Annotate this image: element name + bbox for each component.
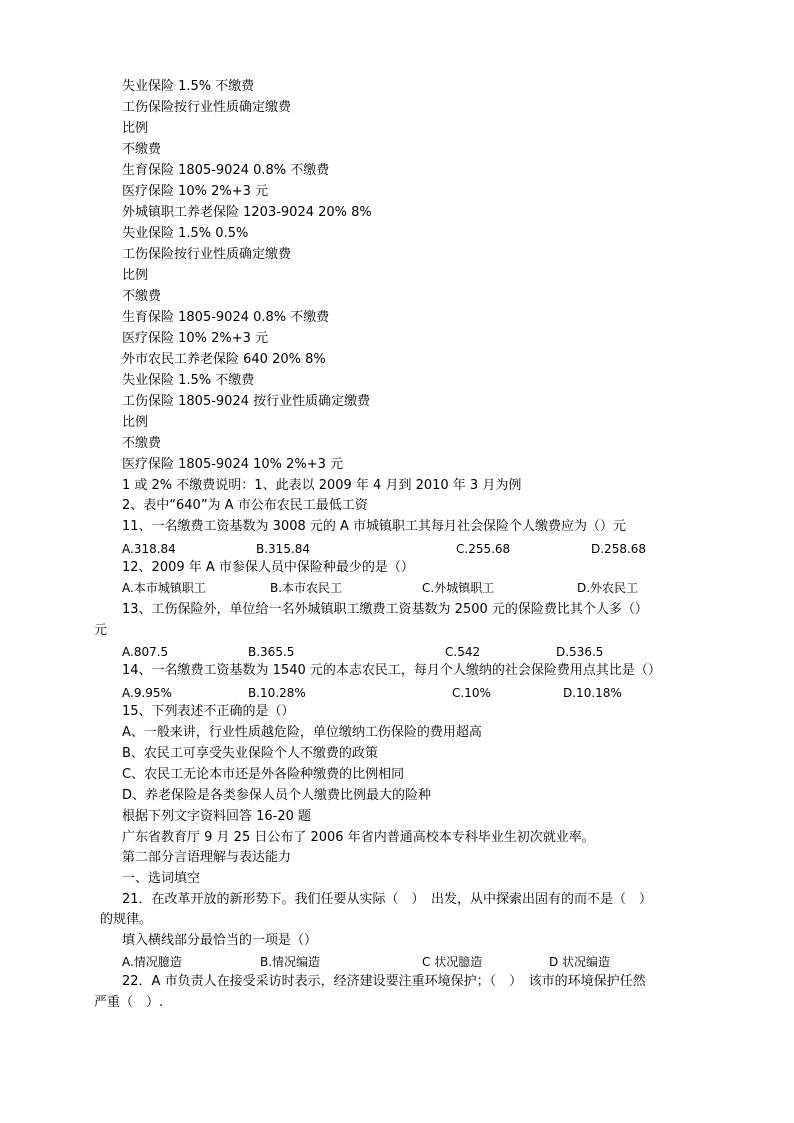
q21-option-a: A.情况臆造 bbox=[122, 955, 182, 969]
question-11: 11、一名缴费工资基数为 3008 元的 A 市城镇职工其每月社会保险个人缴费应为（）元 bbox=[122, 519, 627, 534]
q11-option-a: A.318.84 bbox=[122, 542, 176, 556]
q13-option-a: A.807.5 bbox=[122, 645, 169, 659]
text-line: 不缴费 bbox=[122, 436, 162, 451]
q14-option-b: B.10.28% bbox=[248, 686, 306, 700]
question-12: 12、2009 年 A 市参保人员中保险种最少的是（） bbox=[122, 560, 414, 575]
question-14: 14、一名缴费工资基数为 1540 元的本志农民工，每月个人缴纳的社会保险费用点其比是（） bbox=[122, 663, 661, 678]
text-line: 2、表中“640”为 A 市公布农民工最低工资 bbox=[122, 498, 368, 513]
q12-option-c: C.外城镇职工 bbox=[422, 581, 495, 595]
text-line: 比例 bbox=[122, 268, 149, 283]
q13-option-d: D.536.5 bbox=[556, 645, 604, 659]
text-line: 1 或 2% 不缴费说明：1、此表以 2009 年 4 月到 2010 年 3 月为例 bbox=[122, 478, 522, 493]
text-line: B、农民工可享受失业保险个人不缴费的政策 bbox=[122, 746, 378, 761]
question-21-continuation: 的规律。 bbox=[100, 912, 153, 927]
text-line: 医疗保险 1805-9024 10% 2%+3 元 bbox=[122, 457, 344, 472]
text-line: 不缴费 bbox=[122, 142, 162, 157]
section-subtitle: 一、选词填空 bbox=[122, 871, 201, 886]
q14-option-d: D.10.18% bbox=[563, 686, 622, 700]
text-line: 失业保险 1.5% 不缴费 bbox=[122, 373, 255, 388]
text-line: 不缴费 bbox=[122, 289, 162, 304]
q13-option-b: B.365.5 bbox=[248, 645, 295, 659]
text-line: 工伤保险按行业性质确定缴费 bbox=[122, 247, 292, 262]
text-line: 工伤保险按行业性质确定缴费 bbox=[122, 100, 292, 115]
section-title: 第二部分言语理解与表达能力 bbox=[122, 850, 292, 865]
q14-option-c: C.10% bbox=[452, 686, 491, 700]
text-line: 失业保险 1.5% 不缴费 bbox=[122, 79, 255, 94]
text-line: 医疗保险 10% 2%+3 元 bbox=[122, 184, 269, 199]
question-21-prompt: 填入横线部分最恰当的一项是（） bbox=[122, 933, 318, 948]
text-line: 生育保险 1805-9024 0.8% 不缴费 bbox=[122, 310, 330, 325]
text-line: 医疗保险 10% 2%+3 元 bbox=[122, 331, 269, 346]
question-13-continuation: 元 bbox=[94, 623, 108, 638]
q14-option-a: A.9.95% bbox=[122, 686, 172, 700]
text-line: 外城镇职工养老保险 1203-9024 20% 8% bbox=[122, 205, 372, 220]
text-line: 外市农民工养老保险 640 20% 8% bbox=[122, 352, 326, 367]
text-line: A、一般来讲，行业性质越危险，单位缴纳工伤保险的费用超高 bbox=[122, 725, 482, 740]
text-line: D、养老保险是各类参保人员个人缴费比例最大的险种 bbox=[122, 788, 432, 803]
question-21: 21．在改革开放的新形势下。我们任要从实际（ ） 出发，从中探索出固有的而不是（ ） bbox=[122, 892, 653, 907]
question-22-continuation: 严重（ ）. bbox=[94, 995, 164, 1010]
question-15: 15、下列表述不正确的是（） bbox=[122, 704, 295, 719]
q11-option-d: D.258.68 bbox=[591, 542, 647, 556]
text-line: 根据下列文字资料回答 16-20 题 bbox=[122, 809, 312, 824]
q13-option-c: C.542 bbox=[445, 645, 481, 659]
q21-option-b: B.情况编造 bbox=[260, 955, 321, 969]
text-line: 比例 bbox=[122, 415, 149, 430]
text-line: C、农民工无论本市还是外各险种缴费的比例相同 bbox=[122, 767, 405, 782]
text-line: 工伤保险 1805-9024 按行业性质确定缴费 bbox=[122, 394, 371, 409]
text-line: 生育保险 1805-9024 0.8% 不缴费 bbox=[122, 163, 330, 178]
text-line: 比例 bbox=[122, 121, 149, 136]
q11-option-c: C.255.68 bbox=[456, 542, 511, 556]
q11-option-b: B.315.84 bbox=[256, 542, 311, 556]
question-13: 13、工伤保险外，单位给一名外城镇职工缴费工资基数为 2500 元的保险费比其个人多（） bbox=[122, 602, 648, 617]
q12-option-a: A.本市城镇职工 bbox=[122, 581, 206, 595]
q21-option-d: D 状况编造 bbox=[549, 955, 611, 969]
text-line: 广东省教育厅 9 月 25 日公布了 2006 年省内普通高校本专科毕业生初次就业率。 bbox=[122, 830, 595, 845]
text-line: 失业保险 1.5% 0.5% bbox=[122, 226, 249, 241]
q21-option-c: C 状况臆造 bbox=[422, 955, 483, 969]
q12-option-d: D.外农民工 bbox=[577, 581, 639, 595]
question-22: 22．A 市负责人在接受采访时表示，经济建设要注重环境保护；（ ） 该市的环境保护任然 bbox=[122, 974, 646, 989]
q12-option-b: B.本市农民工 bbox=[270, 581, 343, 595]
